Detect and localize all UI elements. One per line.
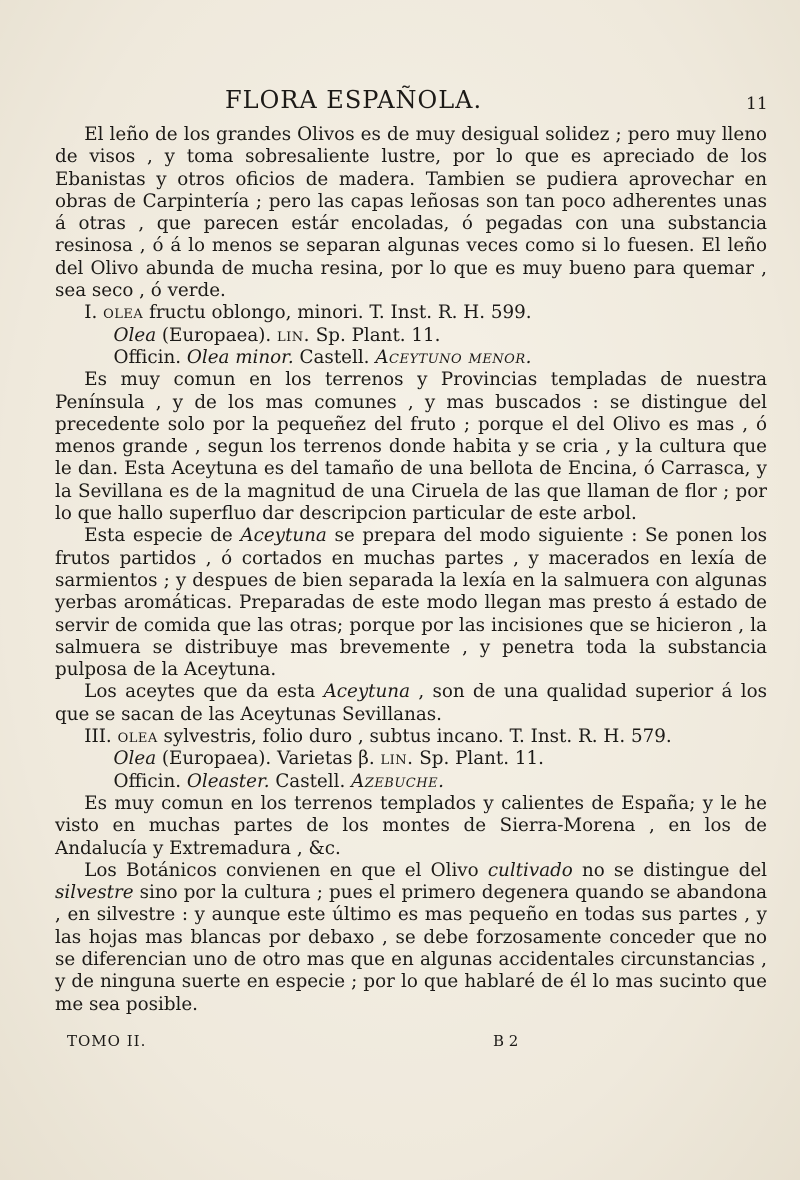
text-run-italic: Aceytuna — [323, 681, 410, 703]
text-run: Esta especie de — [84, 525, 233, 547]
officinal-author: Castell. — [275, 770, 346, 792]
species-diagnosis: fructu oblongo, minori. T. Inst. R. H. 599. — [149, 302, 532, 324]
synonym-reference: Sp. Plant. 11. — [315, 324, 441, 346]
synonym-author: lin. — [277, 324, 310, 346]
paragraph-habitat-3: Es muy comun en los terrenos templados y calientes de España; y le he visto en muchas partes de los montes de Sierra-Morena , en los de Andalucía y Extremadura , &c. — [55, 792, 767, 859]
genus-name: olea — [103, 302, 144, 324]
text-run: Los Botánicos convienen en que el Olivo — [84, 859, 479, 881]
genus-name: olea — [117, 726, 158, 748]
text-run-italic: Aceytuna — [240, 525, 327, 547]
paragraph-habitat-1: Es muy comun en los terrenos y Provincias templadas de nuestra Península , y de los mas comunes , y mas buscados : se distingue del precedente solo por la pequeñez del fruto ; porque el del Olivo es mas , ó menos grande , segun los terrenos donde habita y se cria , y la cultura que le dan. Esta Aceytuna es del tamaño de una bellota de Encina, ó Carrasca, y la Sevillana es de la magnitud de una Ciruela de las que llaman de flor ; por lo que hallo superfluo dar descripcion particular de este arbol. — [55, 369, 767, 525]
synonym-rest: (Europaea). — [161, 324, 272, 346]
officinal-name: Olea minor. — [186, 346, 294, 368]
synonym-author: lin. — [380, 748, 414, 770]
officinal-prefix: Officin. — [113, 346, 182, 368]
species-entry-3 — [55, 726, 767, 748]
text-run: se prepara del modo siguiente : Se ponen los frutos partidos , ó cortados en muchas partes , y macerados en lexía de sarmientos ; y despues de bien separada la lexía en la salmuera con algunas yerbas aromáticas. Preparadas de este modo llegan mas presto á estado de servir de comida que las otras; porque por las incisiones que se hicieron , la salmuera se distribuye mas brevemente , y penetra toda la substancia pulposa de la Aceytuna. — [55, 525, 768, 681]
text-run: Los aceytes que da esta — [84, 681, 316, 703]
officinal-name: Oleaster. — [186, 770, 270, 792]
text-run-italic: cultivado — [487, 859, 573, 881]
species-synonym-3 — [55, 748, 767, 770]
species-diagnosis: sylvestris, folio duro , subtus incano. T. Inst. R. H. 579. — [163, 726, 672, 748]
page-number: 11 — [746, 94, 768, 114]
species-number: III. — [84, 726, 112, 748]
officinal-author: Castell. — [299, 346, 370, 368]
running-head: FLORA ESPAÑOLA. — [225, 86, 483, 114]
text-run: sino por la cultura ; pues el primero degenera quando se abandona , en silvestre : y aunque este último es mas pequeño en todas sus partes , y las hojas mas blancas por debaxo , se debe forzosamente conceder que no se diferencian uno de otro mas que en algunas accidentales circunstancias , y de ninguna suerte en especie ; por lo que hablaré de él lo mas sucinto que me sea posible. — [55, 882, 768, 1015]
volume-label: TOMO II. — [67, 1032, 147, 1050]
paragraph-botanists — [55, 860, 767, 1016]
text-run: , son de una qualidad superior á los que se sacan de las Aceytunas Sevillanas. — [55, 681, 768, 725]
species-number: I. — [84, 302, 98, 324]
species-officinal-3 — [55, 771, 767, 793]
synonym-genus: Olea — [113, 748, 157, 770]
officinal-prefix: Officin. — [113, 770, 182, 792]
text-run-italic: silvestre — [55, 882, 134, 904]
species-officinal-1 — [55, 347, 767, 369]
paragraph-preparation — [55, 525, 767, 681]
species-entry-1 — [55, 302, 767, 324]
common-name: Aceytuno menor. — [375, 346, 532, 368]
page-header — [0, 80, 800, 120]
page-footer — [55, 1032, 767, 1056]
common-name: Azebuche. — [351, 770, 445, 792]
signature-mark: B 2 — [493, 1032, 519, 1050]
synonym-reference: Sp. Plant. 11. — [419, 748, 544, 770]
body-text — [55, 124, 767, 1016]
species-synonym-1 — [55, 325, 767, 347]
synonym-rest: (Europaea). Varietas β. — [161, 748, 375, 770]
synonym-genus: Olea — [113, 324, 157, 346]
paragraph-oils — [55, 681, 767, 726]
paragraph-olive-wood: El leño de los grandes Olivos es de muy desigual solidez ; pero muy lleno de visos , y toma sobresaliente lustre, por lo que es apreciado de los Ebanistas y otros oficios de madera. Tambien se pudiera aprovechar en obras de Carpintería ; pero las capas leñosas son tan poco adherentes unas á otras , que parecen estár encoladas, ó pegadas con una substancia resinosa , ó á lo menos se separan algunas veces como si lo fuesen. El leño del Olivo abunda de mucha resina, por lo que es muy bueno para quemar , sea seco , ó verde. — [55, 124, 767, 302]
text-run: no se distingue del — [581, 859, 768, 881]
